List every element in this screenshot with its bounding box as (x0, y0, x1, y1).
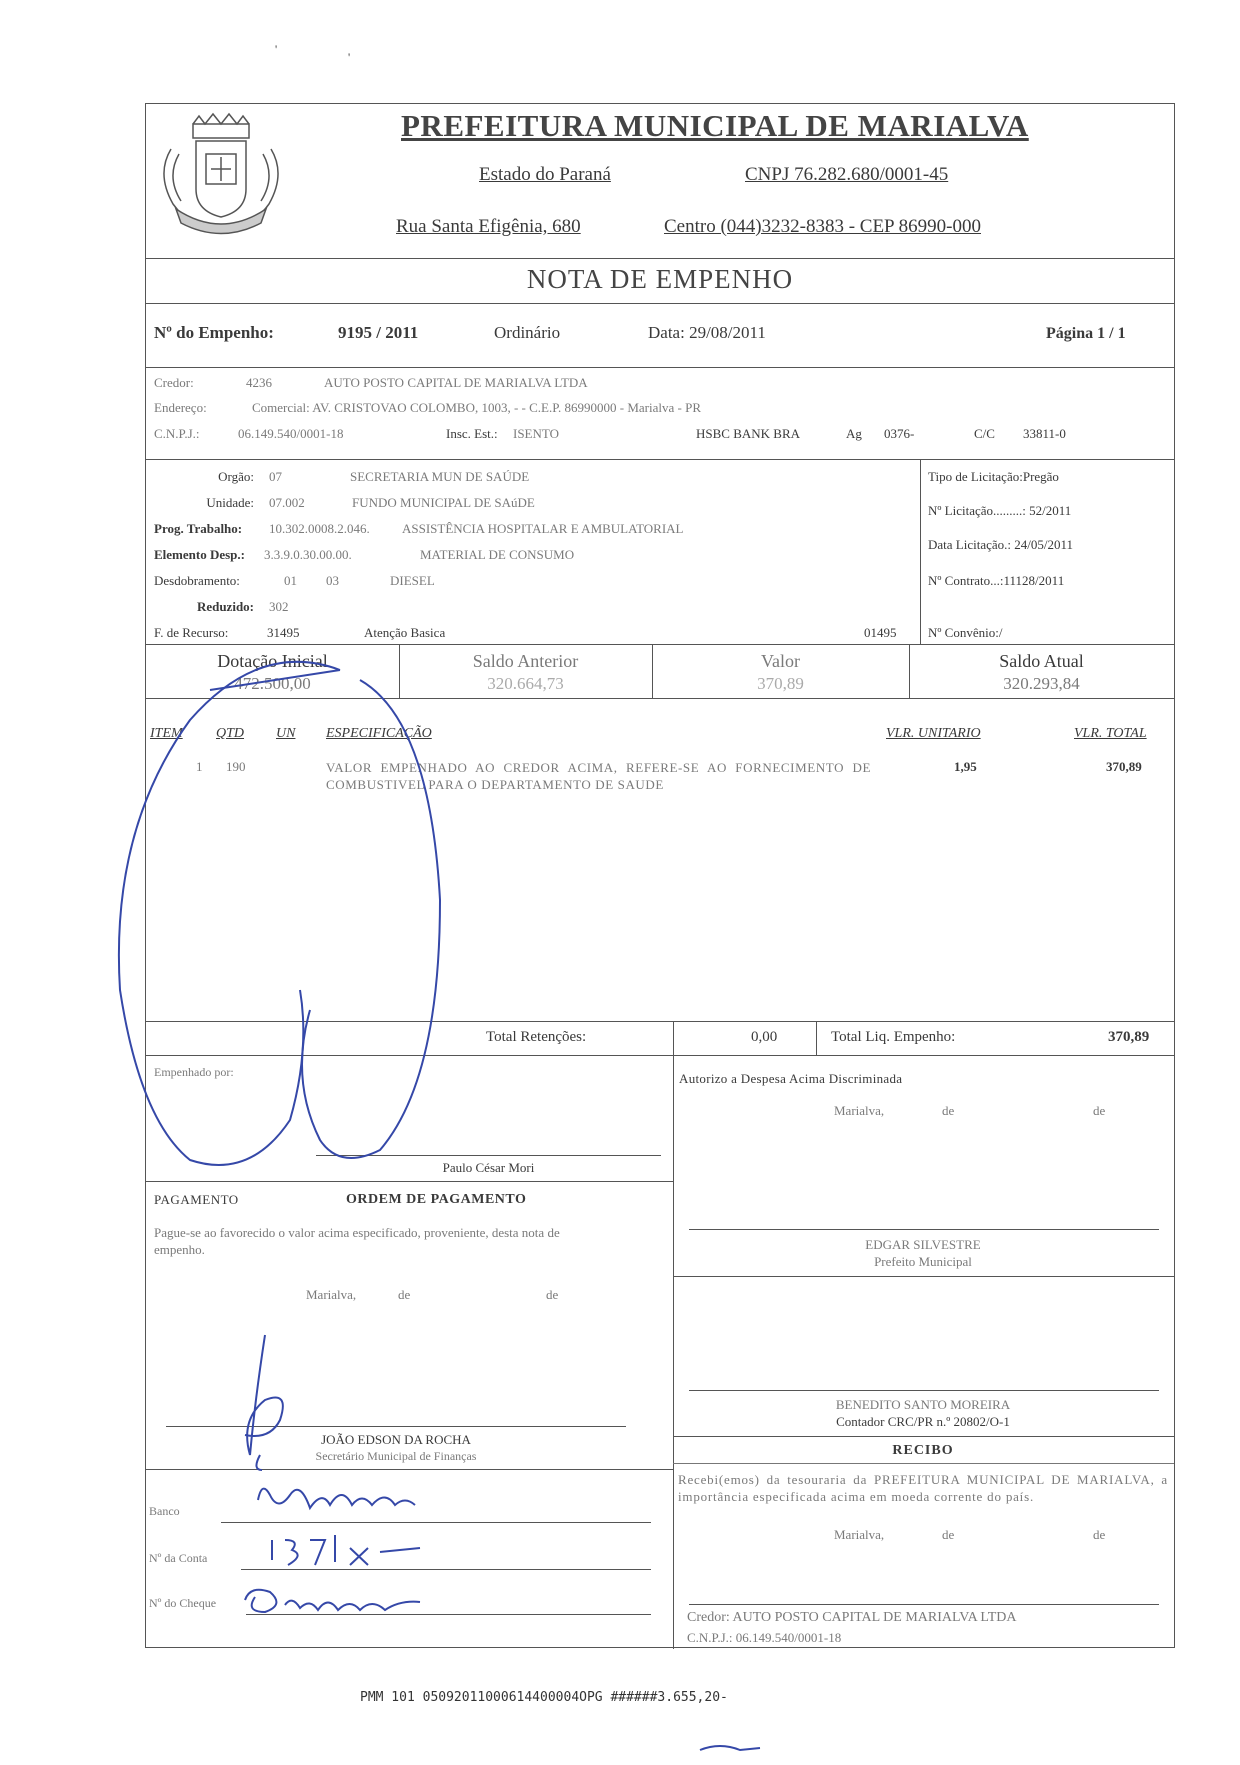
autorizo-de-1: de (942, 1103, 955, 1118)
pagamento-place: Marialva, (306, 1287, 357, 1302)
total-retencoes-label: Total Retenções: (486, 1029, 587, 1045)
prog-trabalho-label: Prog. Trabalho: (154, 521, 243, 536)
autorizo-place: Marialva, (834, 1103, 885, 1118)
numero-licitacao: Nº Licitação.........: 52/2011 (928, 503, 1072, 518)
prog-trabalho-name: ASSISTÊNCIA HOSPITALAR E AMBULATORIAL (402, 521, 684, 536)
secretario-signature-icon (245, 1335, 283, 1470)
empenho-number: 9195 / 2011 (338, 323, 419, 342)
pagamento-text: Pague-se ao favorecido o valor acima especificado, proveniente, desta nota de empenho. (154, 1225, 560, 1257)
pagamento-de-1: de (398, 1287, 411, 1302)
item-unit-price: 1,95 (954, 759, 977, 774)
pagamento-de-2: de (546, 1287, 559, 1302)
empenho-date: Data: 29/08/2011 (648, 323, 766, 342)
agency-label: Ag (846, 426, 862, 441)
autorizo-despesa: Autorizo a Despesa Acima Discriminada (679, 1071, 903, 1086)
autorizo-de-2: de (1093, 1103, 1106, 1118)
elemento-label: Elemento Desp.: (154, 547, 245, 562)
recibo-title: RECIBO (892, 1443, 954, 1458)
fonte-recurso-label: F. de Recurso: (154, 625, 229, 640)
municipality-address: Rua Santa Efigênia, 680 (396, 216, 581, 237)
item-number: 1 (196, 759, 203, 774)
desdobramento-label: Desdobramento: (154, 573, 240, 588)
contador-role: Contador CRC/PR n.º 20802/O-1 (836, 1414, 1010, 1429)
bank-name: HSBC BANK BRA (696, 426, 801, 441)
credor-name: AUTO POSTO CAPITAL DE MARIALVA LTDA (324, 375, 588, 390)
contador-name: BENEDITO SANTO MOREIRA (835, 1397, 1011, 1412)
municipality-title: PREFEITURA MUNICIPAL DE MARIALVA (401, 108, 1029, 143)
elemento-name: MATERIAL DE CONSUMO (420, 547, 575, 562)
scribble-loop-icon (302, 680, 440, 1158)
prefeito-name: EDGAR SILVESTRE (865, 1237, 981, 1252)
page-number: Página 1 / 1 (1046, 325, 1126, 342)
recibo-cnpj: C.N.P.J.: 06.149.540/0001-18 (687, 1630, 842, 1645)
numero-convenio: Nº Convênio:/ (928, 625, 1003, 640)
recibo-place: Marialva, (834, 1527, 885, 1542)
orgao-name: SECRETARIA MUN DE SAÚDE (350, 469, 530, 484)
document-title: NOTA DE EMPENHO (526, 264, 794, 294)
prefeito-role: Prefeito Municipal (874, 1254, 972, 1269)
col-un-header: UN (276, 726, 296, 741)
reduzido-value: 302 (269, 599, 289, 614)
col-total-header: VLR. TOTAL (1074, 726, 1147, 741)
col-unit-header: VLR. UNITARIO (886, 726, 981, 741)
data-licitacao: Data Licitação.: 24/05/2011 (928, 537, 1073, 552)
empenhado-por-label: Empenhado por: (154, 1065, 234, 1079)
credor-cnpj-label: C.N.P.J.: (154, 426, 200, 441)
cheque-handwriting-icon (245, 1590, 420, 1612)
total-liquido-label: Total Liq. Empenho: (831, 1029, 956, 1045)
valor-label: Valor (761, 651, 800, 671)
saldo-anterior-value: 320.664,73 (487, 674, 564, 693)
secretario-name: JOÃO EDSON DA ROCHA (321, 1432, 471, 1447)
unidade-label: Unidade: (206, 495, 254, 510)
insc-est: ISENTO (513, 426, 559, 441)
dotacao-value: 472.500,00 (234, 674, 311, 693)
total-retencoes-value: 0,00 (751, 1029, 778, 1045)
secretario-role: Secretário Municipal de Finanças (315, 1449, 477, 1463)
pagamento-label: PAGAMENTO (154, 1192, 239, 1207)
endereco-label: Endereço: (154, 400, 207, 415)
cheque-label: Nº do Cheque (149, 1596, 217, 1610)
recibo-credor: Credor: AUTO POSTO CAPITAL DE MARIALVA LTDA (687, 1610, 1017, 1625)
municipality-cnpj: CNPJ 76.282.680/0001-45 (745, 164, 949, 185)
desdobramento-name: DIESEL (390, 573, 435, 588)
conta-label: Nº da Conta (149, 1551, 208, 1565)
tipo-licitacao: Tipo de Licitação:Pregão (928, 469, 1059, 484)
municipality-contact: Centro (044)3232-8383 - CEP 86990-000 (664, 216, 981, 237)
valor-value: 370,89 (757, 674, 804, 693)
desdobramento-a: 01 (284, 573, 297, 588)
empenhado-por-name: Paulo César Mori (442, 1160, 535, 1175)
orgao-code: 07 (269, 469, 282, 484)
conta-handwriting-icon (272, 1535, 420, 1565)
item-specification: VALOR EMPENHADO AO CREDOR ACIMA, REFERE-SE AO FORNECIMENTO DE COMBUSTIVEL PARA O DEPARTAMENTO DE SAUDE (326, 760, 871, 792)
credor-address: Comercial: AV. CRISTOVAO COLOMBO, 1003, - - C.E.P. 86990000 - Marialva - PR (252, 400, 701, 415)
unidade-code: 07.002 (269, 495, 305, 510)
saldo-atual-label: Saldo Atual (999, 651, 1084, 671)
fonte-recurso-name: Atenção Basica (364, 625, 446, 640)
total-liquido-value: 370,89 (1108, 1029, 1150, 1045)
account-number: 33811-0 (1023, 426, 1066, 441)
stray-mark: ' (348, 50, 351, 64)
footer-barcode-text: PMM 101 05092011000614400004OPG ######3.655,20- (360, 1690, 728, 1705)
saldo-atual-value: 320.293,84 (1003, 674, 1080, 693)
prog-trabalho-code: 10.302.0008.2.046. (269, 521, 370, 536)
credor-label: Credor: (154, 375, 194, 390)
ordem-pagamento-title: ORDEM DE PAGAMENTO (346, 1192, 527, 1207)
reduzido-label: Reduzido: (196, 599, 254, 614)
item-total: 370,89 (1106, 759, 1142, 774)
orgao-label: Orgão: (218, 469, 254, 484)
recibo-text: Recebi(emos) da tesouraria da PREFEITURA MUNICIPAL DE MARIALVA, a importância especificada acima em moeda corrente do país. (678, 1472, 1168, 1504)
dotacao-label: Dotação Inicial (217, 651, 328, 671)
empenho-number-label: Nº do Empenho: (154, 323, 274, 342)
banco-label: Banco (149, 1504, 180, 1518)
saldo-anterior-label: Saldo Anterior (472, 651, 579, 671)
credor-code: 4236 (246, 375, 272, 390)
credor-cnpj: 06.149.540/0001-18 (238, 426, 344, 441)
stray-mark: ' (275, 42, 278, 56)
col-item-header: ITEM (150, 726, 183, 741)
col-qtd-header: QTD (216, 726, 245, 741)
fonte-recurso-code: 31495 (267, 625, 300, 640)
banco-handwriting-icon (258, 1489, 415, 1508)
unidade-name: FUNDO MUNICIPAL DE SAúDE (352, 495, 535, 510)
empenho-type: Ordinário (494, 323, 561, 342)
recibo-de-2: de (1093, 1527, 1106, 1542)
numero-contrato: Nº Contrato...:11128/2011 (928, 573, 1065, 588)
elemento-code: 3.3.9.0.30.00.00. (264, 547, 352, 562)
item-qtd: 190 (226, 759, 246, 774)
scribble-loop-icon (119, 662, 340, 1165)
agency-number: 0376- (884, 426, 915, 441)
insc-est-label: Insc. Est.: (446, 426, 498, 441)
account-label: C/C (974, 426, 995, 441)
recibo-de-1: de (942, 1527, 955, 1542)
desdobramento-b: 03 (326, 573, 339, 588)
fonte-recurso-number: 01495 (864, 625, 897, 640)
state-name: Estado do Paraná (479, 164, 611, 185)
col-spec-header: ESPECIFICAÇÃO (326, 726, 432, 741)
